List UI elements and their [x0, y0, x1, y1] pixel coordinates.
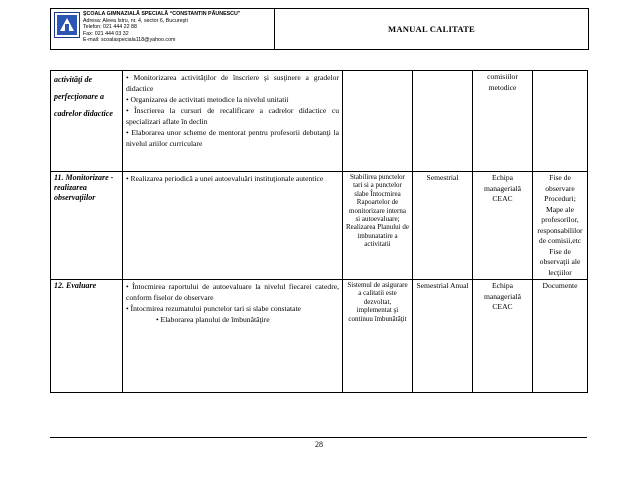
responsible-cell: Echipa managerială CEAC — [473, 280, 533, 393]
school-info-box — [51, 9, 275, 49]
actions-cell — [123, 71, 343, 172]
school-email: E-mail: scoalaspeciala118@yahoo.com — [83, 37, 176, 44]
action-item: • Elaborarea unor scheme de mentorat pentru profesorii debutanţi la nivelul ariilor curriculare — [126, 128, 339, 148]
table-row — [51, 172, 588, 280]
action-item: • Realizarea periodică a unei autoevaluări instituţionale autentice — [126, 174, 324, 183]
school-logo-icon — [54, 12, 80, 38]
document-header — [50, 8, 589, 50]
term-cell: Semestrial Anual — [413, 280, 473, 393]
activity-cell: activităţi de perfecţionare a cadrelor didactice — [51, 71, 123, 172]
term-cell — [413, 71, 473, 172]
manual-title: MANUAL CALITATE — [388, 24, 475, 34]
evidence-cell: Fise de observare Proceduri; Mape ale profesorilor, responsabililor de comisii,etc Fise de observaţii ale lecţiilor — [533, 172, 588, 280]
evidence-cell — [533, 71, 588, 172]
school-fax: Fax: 021 444 03 32 — [83, 30, 129, 37]
actions-cell — [123, 280, 343, 393]
indicator-cell: Stabilirea punctelor tari si a punctelor slabe Întocmirea Rapoartelor de monitorizare interna si autoevaluare; Realizarea Planului de imbunatatire a activitatii — [343, 172, 413, 280]
term-cell: Semestrial — [413, 172, 473, 280]
actions-cell — [123, 172, 343, 280]
activity-cell: 12. Evaluare — [51, 280, 123, 393]
activities-table — [50, 70, 588, 393]
school-name: ŞCOALA GIMNAZIALĂ SPECIALĂ “CONSTANTIN PĂUNESCU” — [83, 11, 241, 17]
indicator-cell — [343, 71, 413, 172]
school-phone: Telefon: 021 444 22 88 — [83, 24, 137, 31]
footer-divider — [50, 437, 587, 438]
action-item: • Organizarea de activitati metodice la nivelul unitatii — [126, 95, 289, 104]
table-row — [51, 280, 588, 393]
action-item: • Întocmirea rezumatului punctelor tari si slabe constatate — [126, 304, 301, 313]
activity-cell: 11. Monitorizare - realizarea observaţiilor — [51, 172, 123, 280]
responsible-cell: Echipa managerială CEAC — [473, 172, 533, 280]
action-item: • Elaborarea planului de îmbunătăţire — [156, 315, 270, 324]
school-address: Adresa: Aleea Istru, nr. 4, sector 6, Bucureşti — [83, 17, 188, 24]
action-item: • Întocmirea raportului de autoevaluare la nivelul fiecarei catedre, conform fiselor de observare — [126, 282, 339, 302]
action-item: • Monitorizarea activităţilor de înscriere şi susţinere a gradelor didactice — [126, 73, 339, 93]
responsible-cell: comisiilor metodice — [473, 71, 533, 172]
table-row — [51, 71, 588, 172]
page-number: 28 — [315, 440, 323, 449]
indicator-cell: Sistemul de asigurare a calitatii este dezvoltat, implementat şi continuu îmbunătăţit — [343, 280, 413, 393]
school-details — [83, 11, 240, 44]
evidence-cell: Documente — [533, 280, 588, 393]
action-item: • Înscrierea la cursuri de recalificare a cadrelor didactice cu specializari aflate în declin — [126, 106, 339, 126]
